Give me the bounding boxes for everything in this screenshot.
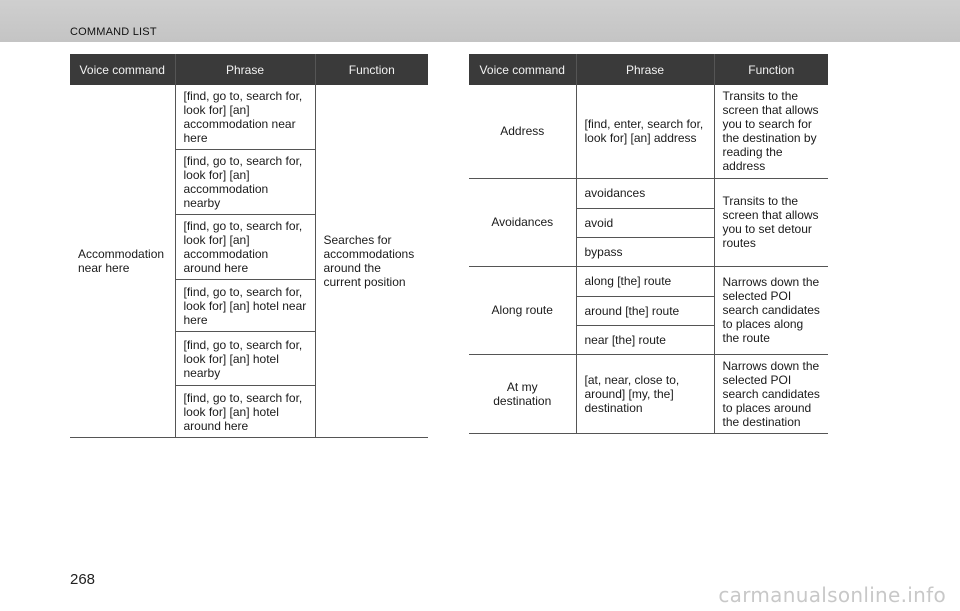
phrase-cell: along [the] route <box>576 266 714 296</box>
function-cell: Transits to the screen that allows you to set detour routes <box>714 178 828 266</box>
table-row <box>469 85 828 178</box>
function-cell: Searches for accommodations around the current position <box>315 85 428 438</box>
page-header-title: COMMAND LIST <box>70 26 157 38</box>
phrase-cell: [find, go to, search for, look for] [an] hotel nearby <box>175 332 315 386</box>
voice-command-cell: Along route <box>469 266 576 354</box>
function-cell: Transits to the screen that allows you to search for the destination by reading the address <box>714 85 828 178</box>
voice-command-cell: Accommodation near here <box>70 85 175 438</box>
table-row <box>469 178 828 208</box>
command-table-left <box>70 54 428 438</box>
function-cell: Narrows down the selected POI search candidates to places along the route <box>714 266 828 354</box>
phrase-cell: [find, go to, search for, look for] [an] hotel around here <box>175 386 315 438</box>
command-table-right <box>469 54 828 434</box>
phrase-cell: [find, go to, search for, look for] [an] hotel near here <box>175 280 315 332</box>
table-row <box>469 354 828 433</box>
phrase-cell: [find, enter, search for, look for] [an] address <box>576 85 714 178</box>
table-header-row <box>469 54 828 85</box>
phrase-cell: [find, go to, search for, look for] [an] accommodation nearby <box>175 150 315 215</box>
column-header-phrase: Phrase <box>175 54 315 85</box>
phrase-cell: around [the] route <box>576 296 714 325</box>
column-header-function: Function <box>315 54 428 85</box>
column-header-voice-command: Voice command <box>469 54 576 85</box>
column-header-phrase: Phrase <box>576 54 714 85</box>
phrase-cell: [find, go to, search for, look for] [an] accommodation around here <box>175 215 315 280</box>
phrase-cell: bypass <box>576 237 714 266</box>
voice-command-cell: Avoidances <box>469 178 576 266</box>
table-header-row <box>70 54 428 85</box>
voice-command-cell: Address <box>469 85 576 178</box>
column-header-voice-command: Voice command <box>70 54 175 85</box>
table-row <box>469 266 828 296</box>
phrase-cell: avoid <box>576 208 714 237</box>
phrase-cell: avoidances <box>576 178 714 208</box>
voice-command-cell: At my destination <box>469 354 576 433</box>
function-cell: Narrows down the selected POI search candidates to places around the destination <box>714 354 828 433</box>
table-row <box>70 85 428 150</box>
phrase-cell: [at, near, close to, around] [my, the] destination <box>576 354 714 433</box>
phrase-cell: [find, go to, search for, look for] [an] accommodation near here <box>175 85 315 150</box>
watermark: carmanualsonline.info <box>718 583 946 607</box>
page-number: 268 <box>70 571 96 588</box>
phrase-cell: near [the] route <box>576 325 714 354</box>
column-header-function: Function <box>714 54 828 85</box>
